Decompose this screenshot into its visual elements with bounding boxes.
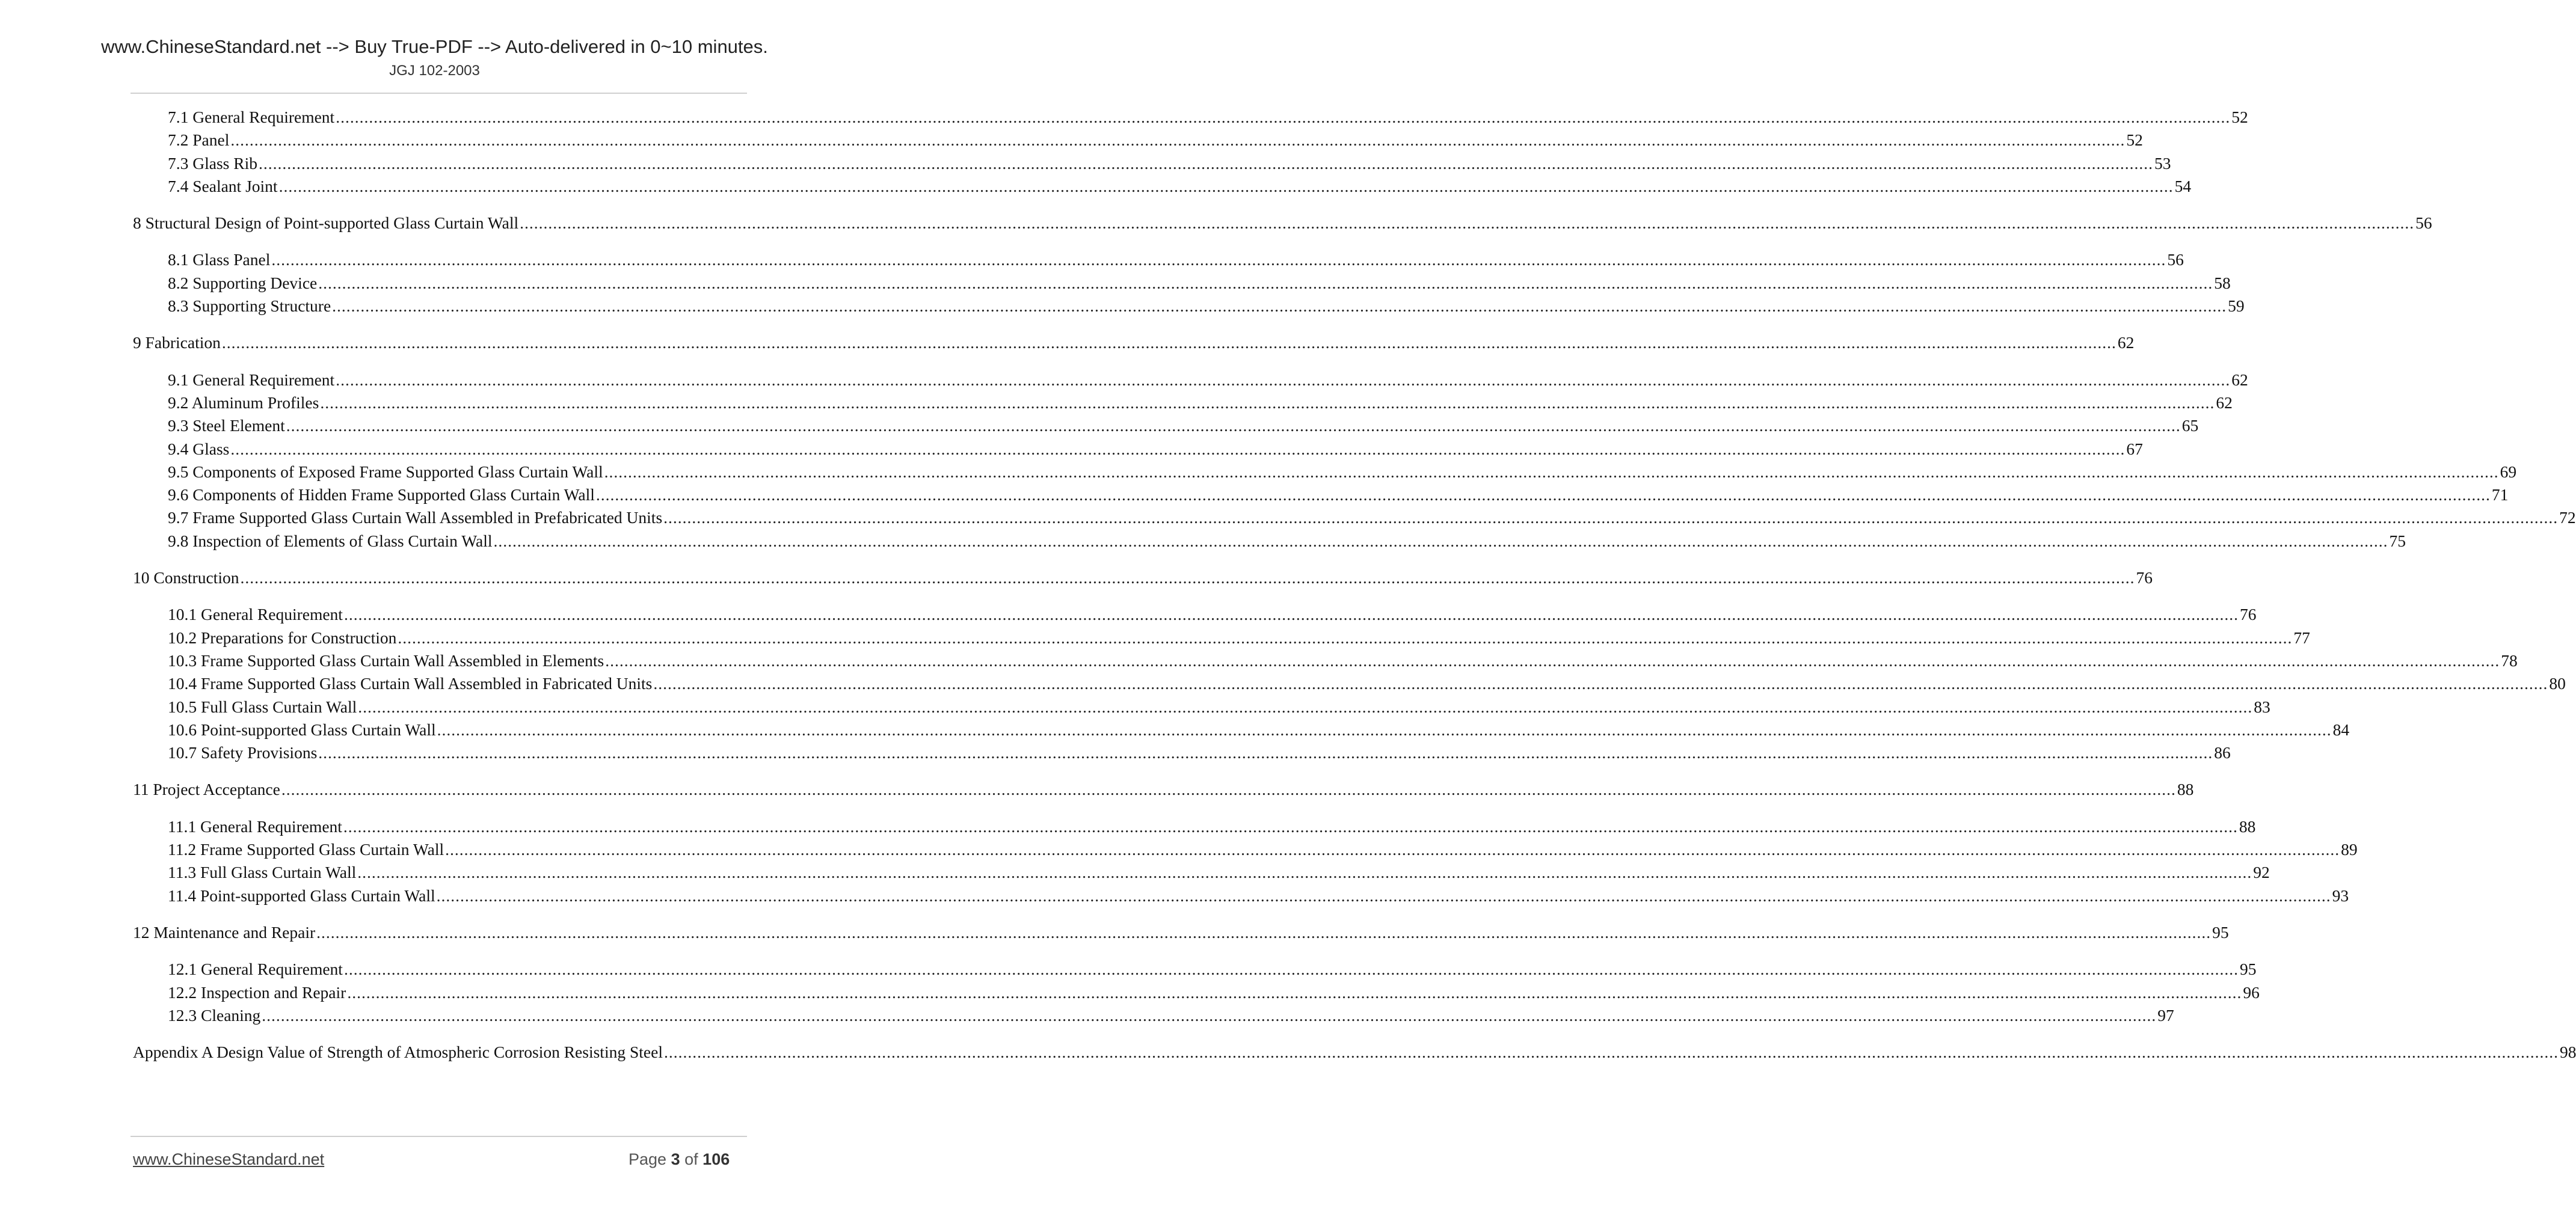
toc-entry-page-number: 78 [2501, 651, 2518, 670]
toc-entry-title: 10.5 Full Glass Curtain Wall [168, 697, 357, 716]
toc-entry-page-number: 93 [2332, 886, 2349, 905]
toc-subsection-entry[interactable] [133, 175, 2192, 198]
toc-group [133, 212, 2432, 234]
toc-entry-title: 11.4 Point-supported Glass Curtain Wall [168, 886, 435, 905]
toc-dot-leader: ................................................................................................................................................................................................................................................................................................................................................................................................................ [493, 531, 2388, 550]
toc-dot-leader: ................................................................................................................................................................................................................................................................................................................................................................................................................ [336, 108, 2231, 126]
toc-dot-leader: ................................................................................................................................................................................................................................................................................................................................................................................................................ [605, 651, 2500, 670]
toc-entry-page-number: 97 [2157, 1005, 2174, 1025]
toc-dot-leader: ................................................................................................................................................................................................................................................................................................................................................................................................................ [320, 393, 2215, 412]
toc-entry-page-number: 95 [2212, 922, 2229, 942]
toc-subsection-entry[interactable] [133, 369, 2248, 391]
toc-section-entry[interactable] [133, 331, 2135, 354]
toc-entry-title: 9.4 Glass [168, 439, 230, 458]
toc-dot-leader: ................................................................................................................................................................................................................................................................................................................................................................................................................ [520, 213, 2415, 233]
toc-entry-title: 7.3 Glass Rib [168, 153, 257, 173]
toc-group [133, 248, 2245, 317]
toc-entry-title: 9.5 Components of Exposed Frame Supported Glass Curtain Wall [168, 462, 603, 481]
toc-subsection-entry[interactable] [133, 414, 2199, 437]
toc-section-entry[interactable] [133, 566, 2153, 589]
header-divider [131, 93, 747, 94]
toc-entry-page-number: 84 [2332, 720, 2350, 739]
toc-entry-title: 9.2 Aluminum Profiles [168, 393, 319, 412]
page-label: Page [629, 1150, 667, 1168]
toc-group [133, 958, 2260, 1027]
toc-dot-leader: ................................................................................................................................................................................................................................................................................................................................................................................................................ [318, 273, 2213, 292]
toc-entry-title: 10.4 Frame Supported Glass Curtain Wall Assembled in Fabricated Units [168, 674, 653, 693]
toc-group [133, 921, 2229, 944]
toc-dot-leader: ................................................................................................................................................................................................................................................................................................................................................................................................................ [221, 333, 2116, 352]
toc-subsection-entry[interactable] [133, 861, 2270, 884]
toc-subsection-entry[interactable] [133, 248, 2184, 271]
toc-entry-title: Appendix A Design Value of Strength of Atmospheric Corrosion Resisting Steel [133, 1043, 663, 1062]
toc-group [133, 331, 2135, 354]
toc-entry-title: 9.7 Frame Supported Glass Curtain Wall Assembled in Prefabricated Units [168, 508, 663, 527]
toc-entry-title: 9.6 Components of Hidden Frame Supported Glass Curtain Wall [168, 485, 595, 504]
toc-entry-title: 9.3 Steel Element [168, 416, 285, 435]
toc-subsection-entry[interactable] [133, 884, 2349, 907]
footer-divider [131, 1136, 747, 1137]
toc-entry-title: 12.1 General Requirement [168, 960, 343, 979]
toc-entry-page-number: 83 [2254, 697, 2270, 716]
toc-entry-page-number: 92 [2253, 863, 2270, 882]
toc-group [133, 815, 2358, 907]
current-page-number: 3 [671, 1150, 680, 1168]
toc-dot-leader: ................................................................................................................................................................................................................................................................................................................................................................................................................ [343, 605, 2239, 624]
toc-dot-leader: ................................................................................................................................................................................................................................................................................................................................................................................................................ [332, 296, 2227, 316]
toc-entry-page-number: 69 [2500, 462, 2517, 481]
toc-subsection-entry[interactable] [133, 741, 2231, 764]
toc-entry-page-number: 67 [2126, 439, 2143, 458]
toc-dot-leader: ................................................................................................................................................................................................................................................................................................................................................................................................................ [357, 863, 2252, 882]
toc-entry-title: 9 Fabrication [133, 333, 221, 352]
toc-subsection-entry[interactable] [133, 106, 2248, 129]
toc-subsection-entry[interactable] [133, 672, 2566, 695]
toc-subsection-entry[interactable] [133, 438, 2143, 461]
toc-dot-leader: ................................................................................................................................................................................................................................................................................................................................................................................................................ [316, 922, 2212, 942]
toc-section-entry[interactable] [133, 921, 2229, 944]
toc-entry-page-number: 65 [2181, 416, 2199, 435]
toc-entry-page-number: 62 [2231, 370, 2248, 389]
toc-group [133, 603, 2566, 764]
toc-dot-leader: ................................................................................................................................................................................................................................................................................................................................................................................................................ [358, 697, 2253, 716]
toc-entry-title: 8 Structural Design of Point-supported Glass Curtain Wall [133, 213, 519, 233]
toc-dot-leader: ................................................................................................................................................................................................................................................................................................................................................................................................................ [595, 485, 2491, 504]
toc-entry-title: 11.1 General Requirement [168, 817, 342, 836]
toc-entry-title: 12 Maintenance and Repair [133, 922, 316, 942]
toc-entry-title: 8.3 Supporting Structure [168, 296, 331, 316]
toc-entry-page-number: 86 [2214, 743, 2231, 762]
toc-entry-page-number: 75 [2389, 531, 2406, 550]
toc-dot-leader: ................................................................................................................................................................................................................................................................................................................................................................................................................ [347, 982, 2242, 1002]
toc-entry-title: 7.1 General Requirement [168, 108, 335, 126]
header-banner: www.ChineseStandard.net --> Buy True-PDF --> Auto-delivered in 0~10 minutes. [101, 36, 768, 57]
toc-group [133, 106, 2248, 198]
toc-dot-leader: ................................................................................................................................................................................................................................................................................................................................................................................................................ [663, 508, 2559, 527]
toc-dot-leader: ................................................................................................................................................................................................................................................................................................................................................................................................................ [281, 780, 2176, 799]
toc-dot-leader: ................................................................................................................................................................................................................................................................................................................................................................................................................ [343, 960, 2239, 979]
toc-entry-title: 8.2 Supporting Device [168, 273, 318, 292]
toc-entry-page-number: 76 [2136, 568, 2153, 587]
toc-entry-page-number: 76 [2239, 605, 2257, 624]
toc-entry-page-number: 52 [2126, 130, 2143, 150]
toc-dot-leader: ................................................................................................................................................................................................................................................................................................................................................................................................................ [240, 568, 2135, 587]
toc-subsection-entry[interactable] [133, 838, 2358, 861]
toc-subsection-entry[interactable] [133, 815, 2256, 838]
toc-entry-title: 10.1 General Requirement [168, 605, 343, 624]
toc-group [133, 778, 2194, 801]
toc-dot-leader: ................................................................................................................................................................................................................................................................................................................................................................................................................ [436, 886, 2331, 905]
toc-entry-page-number: 80 [2549, 674, 2566, 693]
toc-entry-page-number: 54 [2174, 176, 2192, 195]
toc-entry-page-number: 58 [2214, 273, 2231, 292]
toc-entry-page-number: 62 [2216, 393, 2233, 412]
toc-entry-title: 11.2 Frame Supported Glass Curtain Wall [168, 840, 444, 859]
toc-entry-page-number: 77 [2293, 628, 2310, 647]
toc-dot-leader: ................................................................................................................................................................................................................................................................................................................................................................................................................ [271, 250, 2166, 269]
footer-site-link[interactable]: www.ChineseStandard.net [133, 1150, 325, 1168]
toc-entry-page-number: 71 [2491, 485, 2509, 504]
toc-entry-page-number: 96 [2243, 982, 2260, 1002]
toc-dot-leader: ................................................................................................................................................................................................................................................................................................................................................................................................................ [318, 743, 2213, 762]
page-of-label: of [684, 1150, 698, 1168]
toc-subsection-entry[interactable] [133, 391, 2233, 414]
toc-dot-leader: ................................................................................................................................................................................................................................................................................................................................................................................................................ [230, 130, 2126, 150]
toc-subsection-entry[interactable] [133, 129, 2143, 152]
toc-subsection-entry[interactable] [133, 530, 2406, 553]
toc-entry-page-number: 53 [2154, 153, 2171, 173]
toc-dot-leader: ................................................................................................................................................................................................................................................................................................................................................................................................................ [653, 674, 2548, 693]
toc-dot-leader: ................................................................................................................................................................................................................................................................................................................................................................................................................ [437, 720, 2332, 739]
toc-entry-title: 9.1 General Requirement [168, 370, 335, 389]
toc-dot-leader: ................................................................................................................................................................................................................................................................................................................................................................................................................ [262, 1005, 2157, 1025]
document-code: JGJ 102-2003 [389, 63, 480, 79]
page-indicator [629, 1148, 730, 1170]
toc-subsection-entry[interactable] [133, 627, 2310, 649]
toc-dot-leader: ................................................................................................................................................................................................................................................................................................................................................................................................................ [258, 153, 2153, 173]
table-of-contents [133, 106, 2576, 1077]
toc-entry-page-number: 52 [2231, 108, 2248, 126]
toc-subsection-entry[interactable] [133, 981, 2260, 1004]
toc-entry-title: 10.6 Point-supported Glass Curtain Wall [168, 720, 436, 739]
toc-section-entry[interactable] [133, 1041, 2576, 1064]
toc-entry-page-number: 88 [2177, 780, 2194, 799]
toc-entry-page-number: 95 [2239, 960, 2257, 979]
toc-subsection-entry[interactable] [133, 152, 2171, 175]
toc-group [133, 566, 2153, 589]
toc-dot-leader: ................................................................................................................................................................................................................................................................................................................................................................................................................ [343, 817, 2238, 836]
toc-subsection-entry[interactable] [133, 1004, 2174, 1027]
toc-entry-title: 12.3 Cleaning [168, 1005, 261, 1025]
toc-entry-title: 11 Project Acceptance [133, 780, 280, 799]
total-pages-number: 106 [702, 1150, 730, 1168]
toc-dot-leader: ................................................................................................................................................................................................................................................................................................................................................................................................................ [278, 176, 2174, 195]
toc-group [133, 1041, 2576, 1064]
toc-entry-title: 10 Construction [133, 568, 239, 587]
toc-entry-page-number: 89 [2341, 840, 2358, 859]
toc-entry-title: 9.8 Inspection of Elements of Glass Curtain Wall [168, 531, 493, 550]
toc-subsection-entry[interactable] [133, 603, 2257, 626]
toc-entry-title: 7.2 Panel [168, 130, 230, 150]
toc-entry-title: 7.4 Sealant Joint [168, 176, 278, 195]
toc-subsection-entry[interactable] [133, 649, 2518, 672]
toc-dot-leader: ................................................................................................................................................................................................................................................................................................................................................................................................................ [604, 462, 2499, 481]
toc-subsection-entry[interactable] [133, 461, 2517, 483]
toc-dot-leader: ................................................................................................................................................................................................................................................................................................................................................................................................................ [398, 628, 2293, 647]
toc-entry-page-number: 62 [2117, 333, 2135, 352]
toc-subsection-entry[interactable] [133, 295, 2245, 317]
toc-subsection-entry[interactable] [133, 719, 2350, 741]
toc-subsection-entry[interactable] [133, 958, 2257, 981]
toc-group [133, 369, 2576, 553]
toc-subsection-entry[interactable] [133, 272, 2231, 295]
toc-dot-leader: ................................................................................................................................................................................................................................................................................................................................................................................................................ [286, 416, 2181, 435]
toc-subsection-entry[interactable] [133, 483, 2509, 506]
toc-dot-leader: ................................................................................................................................................................................................................................................................................................................................................................................................................ [336, 370, 2231, 389]
toc-entry-page-number: 56 [2415, 213, 2432, 233]
toc-dot-leader: ................................................................................................................................................................................................................................................................................................................................................................................................................ [445, 840, 2340, 859]
toc-entry-title: 11.3 Full Glass Curtain Wall [168, 863, 357, 882]
toc-subsection-entry[interactable] [133, 696, 2270, 719]
toc-entry-title: 12.2 Inspection and Repair [168, 982, 346, 1002]
toc-section-entry[interactable] [133, 778, 2194, 801]
toc-entry-page-number: 59 [2228, 296, 2245, 316]
toc-dot-leader: ................................................................................................................................................................................................................................................................................................................................................................................................................ [230, 439, 2126, 458]
toc-subsection-entry[interactable] [133, 506, 2576, 529]
toc-entry-page-number: 88 [2239, 817, 2256, 836]
toc-entry-title: 10.2 Preparations for Construction [168, 628, 397, 647]
toc-entry-title: 8.1 Glass Panel [168, 250, 271, 269]
toc-entry-page-number: 56 [2167, 250, 2184, 269]
toc-entry-page-number: 98 [2559, 1043, 2576, 1062]
toc-entry-title: 10.7 Safety Provisions [168, 743, 318, 762]
toc-entry-title: 10.3 Frame Supported Glass Curtain Wall Assembled in Elements [168, 651, 604, 670]
toc-dot-leader: ................................................................................................................................................................................................................................................................................................................................................................................................................ [663, 1043, 2559, 1062]
toc-section-entry[interactable] [133, 212, 2432, 234]
toc-entry-page-number: 72 [2559, 508, 2576, 527]
